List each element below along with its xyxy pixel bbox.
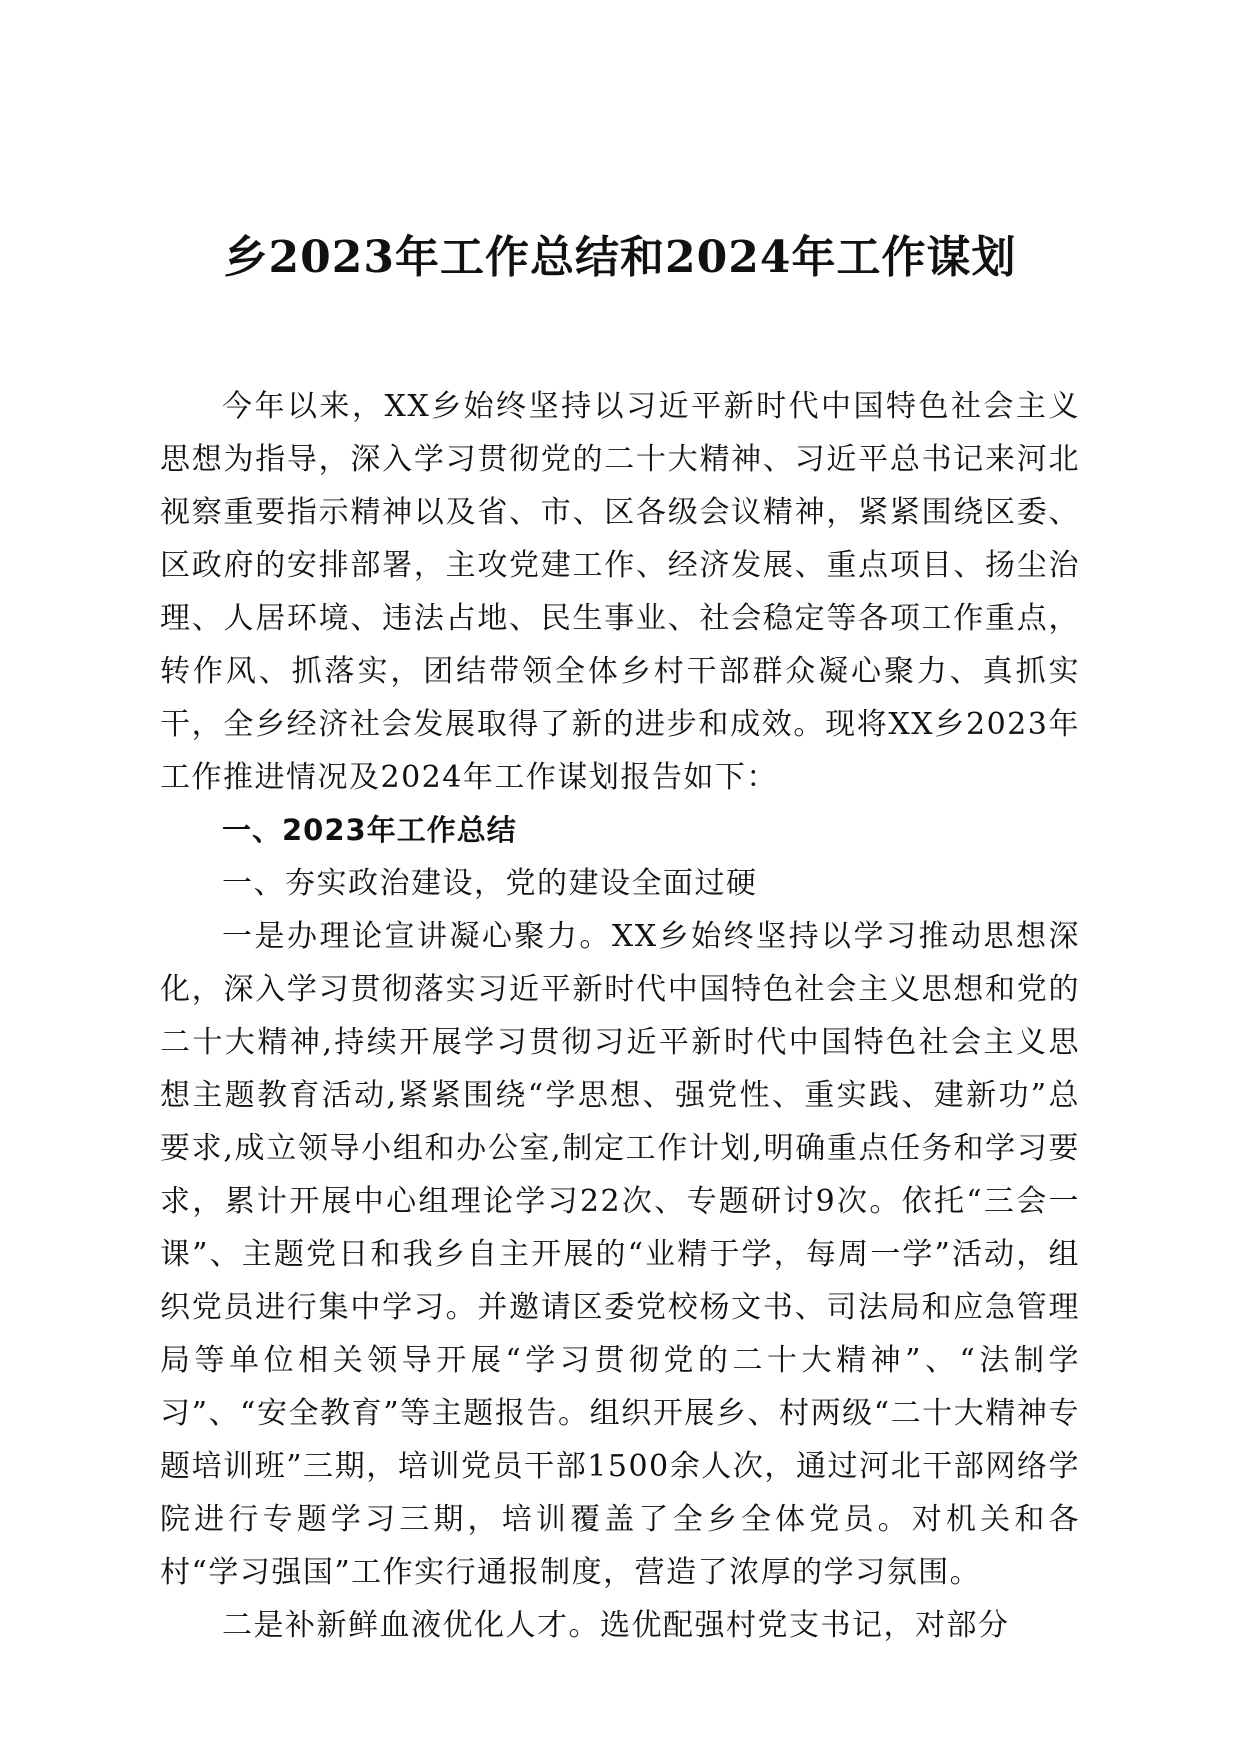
section-heading: 一、2023年工作总结 (222, 813, 517, 847)
subsection-heading: 一、夯实政治建设，党的建设全面过硬 (222, 866, 758, 901)
document-body (160, 380, 1080, 1652)
intro-paragraph: 今年以来，XX乡始终坚持以习近平新时代中国特色社会主义思想为指导，深入学习贯彻党的二十大精神、习近平总书记来河北视察重要指示精神以及省、市、区各级会议精神，紧紧围绕区委、区政府的安排部署，主攻党建工作、经济发展、重点项目、扬尘治理、人居环境、违法占地、民生事业、社会稳定等各项工作重点，转作风、抓落实，团结带领全体乡村干部群众凝心聚力、真抓实干，全乡经济社会发展取得了新的进步和成效。现将XX乡2023年工作推进情况及2024年工作谋划报告如下： (160, 389, 1080, 795)
document-title: 乡2023年工作总结和2024年工作谋划 (223, 232, 1017, 283)
body-paragraph-1: 一是办理论宣讲凝心聚力。XX乡始终坚持以学习推动思想深化，深入学习贯彻落实习近平新时代中国特色社会主义思想和党的二十大精神,持续开展学习贯彻习近平新时代中国特色社会主义思想主题教育活动,紧紧围绕“学思想、强党性、重实践、建新功”总要求,成立领导小组和办公室,制定工作计划,明确重点任务和学习要求，累计开展中心组理论学习22次、专题研讨9次。依托“三会一课”、主题党日和我乡自主开展的“业精于学，每周一学”活动，组织党员进行集中学习。并邀请区委党校杨文书、司法局和应急管理局等单位相关领导开展“学习贯彻党的二十大精神”、“法制学习”、“安全教育”等主题报告。组织开展乡、村两级“二十大精神专题培训班”三期，培训党员干部1500余人次，通过河北干部网络学院进行专题学习三期，培训覆盖了全乡全体党员。对机关和各村“学习强国”工作实行通报制度，营造了浓厚的学习氛围。 (160, 919, 1080, 1590)
body-paragraph-2: 二是补新鲜血液优化人才。选优配强村党支书记，对部分 (222, 1608, 1010, 1643)
